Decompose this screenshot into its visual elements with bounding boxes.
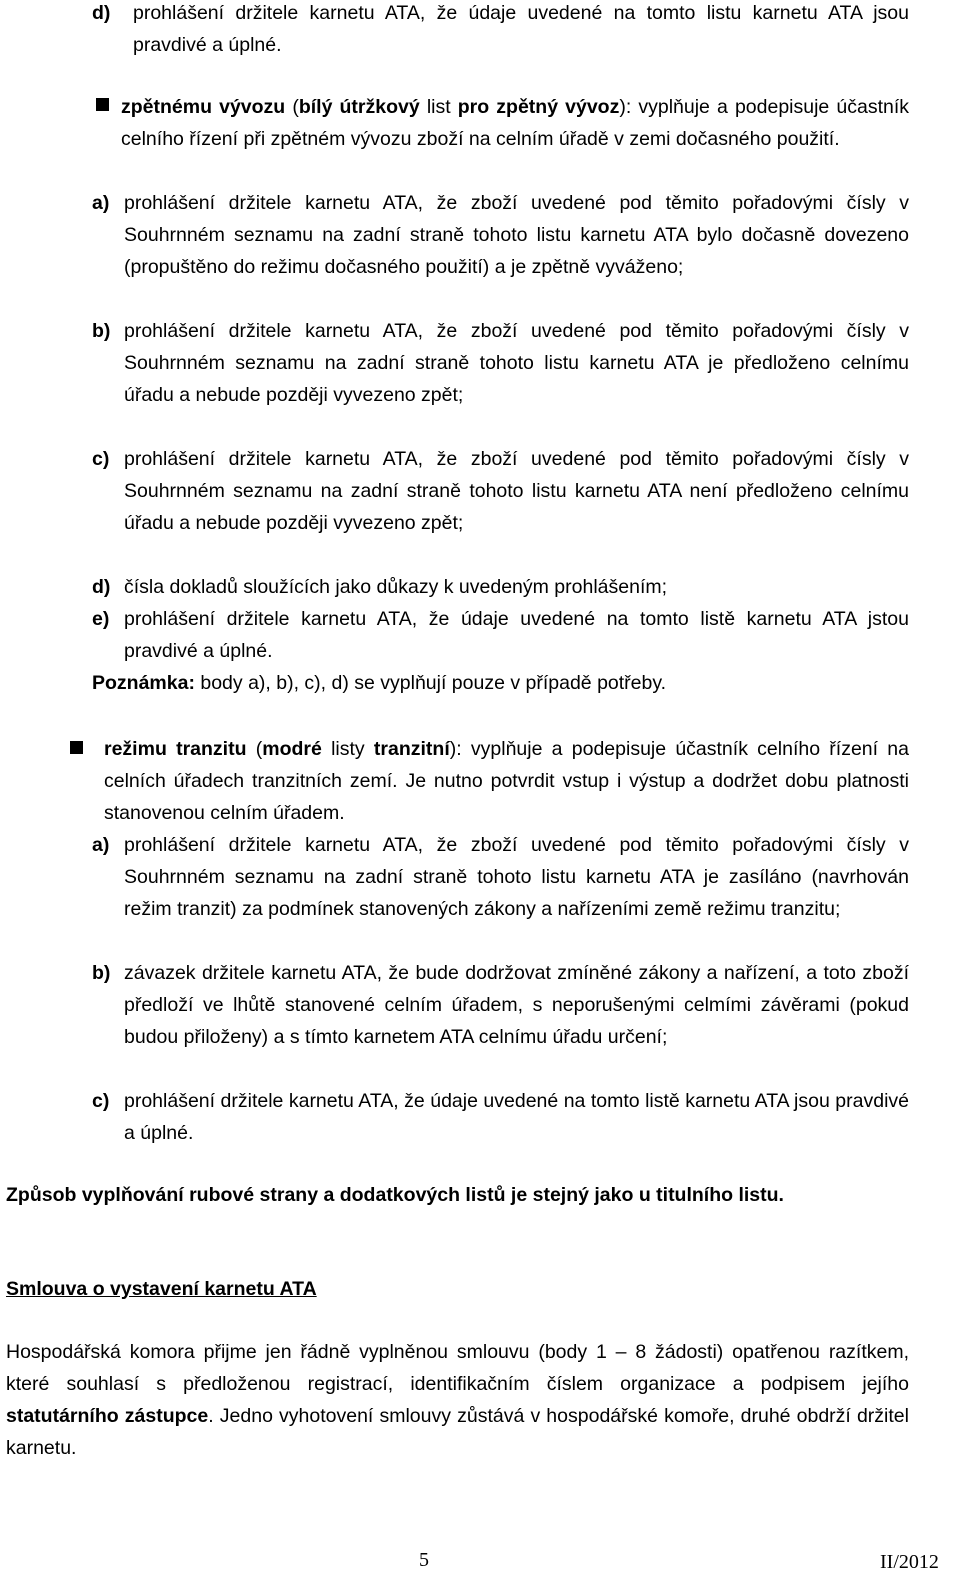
section-reexport-heading: zpětnému vývozu (bílý útržkový list pro zpětný vývoz): vyplňuje a podepisuje účastník celního řízení při zpětném vývozu zboží na celním úřadě v zemi dočasného použití. — [121, 96, 910, 150]
contract-paragraph: Hospodářská komora přijme jen řádně vyplněnou smlouvu (body 1 – 8 žádosti) opatřenou razítkem, které souhlasí s předloženou registrací, identifikačním číslem organizace a podpisem jejího statutárního zástupce. Jedno vyhotovení smlouvy zůstává v hospodářské komoře, druhé obdrží držitel karnetu. — [6, 1341, 909, 1459]
item-label: b) — [92, 320, 111, 342]
item-label: d) — [92, 2, 111, 24]
note: Poznámka: body a), b), c), d) se vyplňují pouze v případě potřeby. — [92, 672, 667, 694]
item-label: d) — [92, 576, 111, 598]
item-text: prohlášení držitele karnetu ATA, že údaje uvedené na tomto listě karnetu ATA jstou pravdivé a úplné. — [124, 608, 909, 662]
contract-heading: Smlouva o vystavení karnetu ATA — [6, 1278, 317, 1300]
item-text: závazek držitele karnetu ATA, že bude dodržovat zmíněné zákony a nařízení, a toto zboží předloží ve lhůtě stanovené celním úřadem, s neporušenými celmími závěrami (pokud budou přiloženy) a s tímto karnetem ATA celnímu úřadu určení; — [124, 962, 909, 1048]
edition-label: II/2012 — [880, 1551, 939, 1573]
section-transit-heading: režimu tranzitu (modré listy tranzitní): vyplňuje a podepisuje účastník celního řízení na celních úřadech tranzitních zemí. Je nutno potvrdit vstup i výstup a dodržet dobu platnosti stanovenou celním úřadem. — [104, 738, 909, 824]
item-text: prohlášení držitele karnetu ATA, že údaje uvedené na tomto listu karnetu ATA jsou pravdivé a úplné. — [133, 2, 909, 56]
item-text: prohlášení držitele karnetu ATA, že zboží uvedené pod těmito pořadovými čísly v Souhrnném seznamu na zadní straně tohoto listu karnetu ATA je předloženo celnímu úřadu a nebude později vyvezeno zpět; — [124, 320, 909, 406]
item-label: b) — [92, 962, 111, 984]
item-text: čísla dokladů sloužících jako důkazy k uvedeným prohlášením; — [124, 576, 668, 598]
item-label: e) — [92, 608, 110, 630]
square-bullet-icon — [96, 98, 109, 111]
item-text: prohlášení držitele karnetu ATA, že údaje uvedené na tomto listě karnetu ATA jsou pravdivé a úplné. — [124, 1090, 909, 1144]
square-bullet-icon — [70, 741, 83, 754]
item-label: c) — [92, 1090, 110, 1112]
back-side-note: Způsob vyplňování rubové strany a dodatkových listů je stejný jako u titulního listu. — [6, 1184, 784, 1206]
item-label: c) — [92, 448, 110, 470]
page-number: 5 — [419, 1549, 429, 1571]
item-text: prohlášení držitele karnetu ATA, že zboží uvedené pod těmito pořadovými čísly v Souhrnném seznamu na zadní straně tohoto listu karnetu ATA bylo dočasně dovezeno (propuštěno do režimu dočasného použití) a je zpětně vyváženo; — [124, 192, 909, 278]
item-text: prohlášení držitele karnetu ATA, že zboží uvedené pod těmito pořadovými čísly v Souhrnném seznamu na zadní straně tohoto listu karnetu ATA není předloženo celnímu úřadu a nebude později vyvezeno zpět; — [124, 448, 909, 534]
item-text: prohlášení držitele karnetu ATA, že zboží uvedené pod těmito pořadovými čísly v Souhrnném seznamu na zadní straně tohoto listu karnetu ATA je zasíláno (navrhován režim tranzit) za podmínek stanovených zákony a nařízeními země režimu tranzitu; — [124, 834, 909, 920]
item-label: a) — [92, 834, 110, 856]
item-label: a) — [92, 192, 110, 214]
